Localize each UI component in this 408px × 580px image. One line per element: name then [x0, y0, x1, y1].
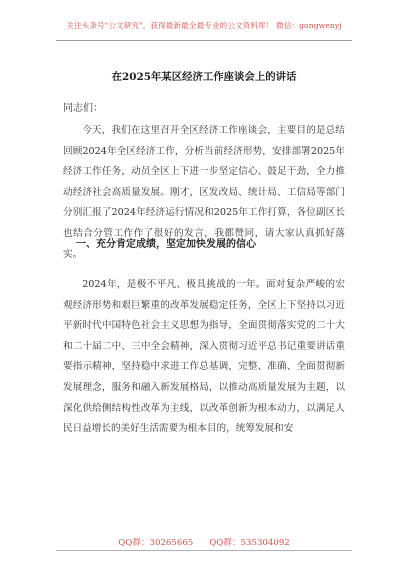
footer-qq-group-2: QQ群：535304092: [209, 538, 290, 548]
salutation: 同志们：: [63, 103, 103, 114]
footer-divider: [56, 550, 352, 551]
body-paragraph-intro: 今天，我们在这里召开全区经济工作座谈会，主要目的是总结回顾2024年全区经济工作，分析当前经济形势，安排部署2025年经济工作任务，动员全区上下进一步坚定信心、鼓足干劲，全力推动经济社会高质量发展。刚才，区发改局、统计局、工信局等部门分别汇报了2024年经济运行情况和2025年工作打算，各位副区长也结合分管工作作了很好的发言，我都赞同，请大家认真抓好落实。: [63, 125, 345, 260]
document-title: 在2025年某区经济工作座谈会上的讲话: [111, 71, 297, 83]
body-paragraph-review: 2024年，是极不平凡、极具挑战的一年。面对复杂严峻的宏观经济形势和艰巨繁重的改革发展稳定任务，全区上下坚持以习近平新时代中国特色社会主义思想为指导，全面贯彻落实党的二十大和二十届二中、三中全会精神，深入贯彻习近平总书记重要讲话重要指示精神，坚持稳中求进工作总基调，完整、准确、全面贯彻新发展理念，服务和融入新发展格局，以推动高质量发展为主题，以深化供给侧结构性改革为主线，以改革创新为根本动力，以满足人民日益增长的美好生活需要为根本目的，统筹发展和安: [63, 279, 345, 435]
section-heading: 一、充分肯定成绩，坚定加快发展的信心: [76, 239, 256, 250]
header-divider: [56, 40, 352, 41]
header-promo-text: 关注头条号"公文研究"，获得最新最全最专业的公文资料库！ 微信：gongwenyj: [66, 21, 342, 30]
footer-qq-group-1: QQ群：30265665: [118, 538, 194, 548]
footer-contact: [0, 536, 408, 548]
